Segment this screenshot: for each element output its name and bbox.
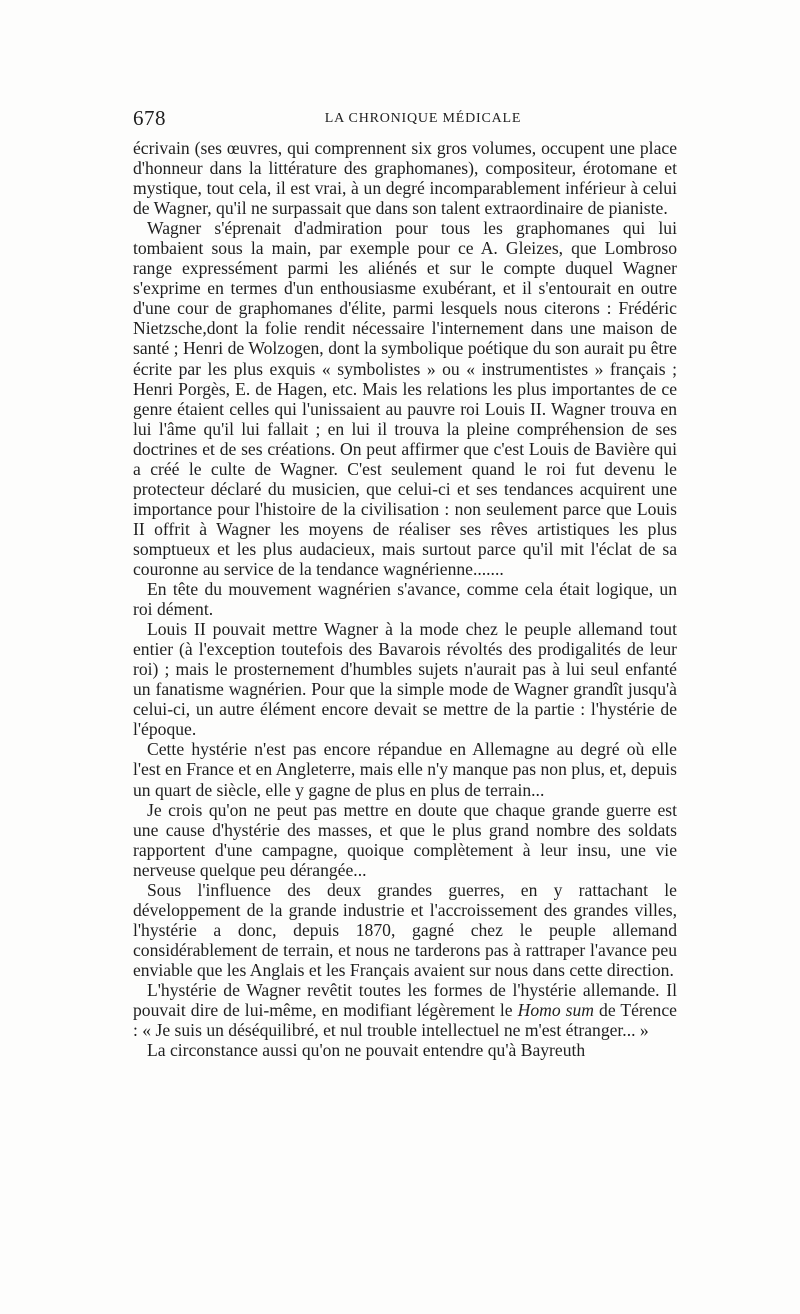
paragraph-1: écrivain (ses œuvres, qui comprennent six gros volumes, occupent une place d'honneur dans la littérature des graphomanes), compositeur, érotomane et mystique, tout cela, il est vrai, à un degré incomparablement inférieur à celui de Wagner, qu'il ne surpassait que dans son talent extraordinaire de pianiste. xyxy=(133,138,677,219)
page-number: 678 xyxy=(133,106,166,130)
paragraph-8-italic: Homo sum xyxy=(517,1000,594,1021)
paragraph-6: Je crois qu'on ne peut pas mettre en doute que chaque grande guerre est une cause d'hystérie des masses, et que le plus grand nombre des soldats rapportent d'une campagne, quoique complètement à leur insu, une vie nerveuse quelque peu dérangée... xyxy=(133,799,677,880)
page-header xyxy=(133,106,677,130)
paragraph-7: Sous l'influence des deux grandes guerres, en y rattachant le développement de la grande industrie et l'accroissement des grandes villes, l'hystérie a donc, depuis 1870, gagné chez le peuple allemand considérablement de terrain, et nous ne tarderons pas à rattraper l'avance peu enviable que les Anglais et les Français avaient sur nous dans cette direction. xyxy=(133,879,677,980)
paragraph-4: Louis II pouvait mettre Wagner à la mode chez le peuple allemand tout entier (à l'exception toutefois des Bavarois révoltés des prodigalités de leur roi) ; mais le prosternement d'humbles sujets n'aurait pas à lui seul enfanté un fanatisme wagnérien. Pour que la simple mode de Wagner grandît jusqu'à celui-ci, un autre élément encore devait se mettre de la partie : l'hystérie de l'époque. xyxy=(133,619,677,740)
paragraph-2: Wagner s'éprenait d'admiration pour tous les graphomanes qui lui tombaient sous la main, par exemple pour ce A. Gleizes, que Lombroso range expressément parmi les aliénés et sur le compte duquel Wagner s'exprime en termes d'un enthousiasme exubérant, et il s'entourait en outre d'une cour de graphomanes d'élite, parmi lesquels nous citerons : Frédéric Nietzsche,dont la folie rendit nécessaire l'internement dans une maison de santé ; Henri de Wolzogen, dont la symbolique poétique du son aurait pu être écrite par les plus exquis « symbolistes » ou « instrumentistes » français ; Henri Porgès, E. de Hagen, etc. Mais les relations les plus importantes de ce genre étaient celles qui l'unissaient au pauvre roi Louis II. Wagner trouva en lui l'âme qu'il lui fallait ; en lui il trouva la pleine compréhension de ses doctrines et de ses créations. On peut affirmer que c'est Louis de Bavière qui a créé le culte de Wagner. C'est seulement quand le roi fut devenu le protecteur déclaré du musicien, que celui-ci et ses tendances acquirent une importance pour l'histoire de la civilisation : non seulement parce que Louis II offrit à Wagner les moyens de réaliser ses rêves artistiques les plus somptueux et les plus audacieux, mais surtout parce qu'il mit l'éclat de sa couronne au service de la tendance wagnérienne....... xyxy=(133,218,677,579)
paragraph-3: En tête du mouvement wagnérien s'avance, comme cela était logique, un roi dément. xyxy=(133,579,677,620)
paragraph-8-end: de Térence : « Je suis un déséquilibré, et nul trouble intellectuel ne m'est étranger... » xyxy=(133,1000,677,1041)
running-title: LA CHRONIQUE MÉDICALE xyxy=(324,111,522,126)
paragraph-5: Cette hystérie n'est pas encore répandue en Allemagne au degré où elle l'est en France et en Angleterre, mais elle n'y manque pas non plus, et, depuis un quart de siècle, elle y gagne de plus en plus de terrain... xyxy=(133,739,677,800)
paragraph-8 xyxy=(133,980,677,1040)
paragraph-9: La circonstance aussi qu'on ne pouvait entendre qu'à Bayreuth xyxy=(147,1040,586,1061)
body-text xyxy=(133,138,677,1060)
paragraph-8-start: L'hystérie de Wagner revêtit toutes les formes de l'hystérie allemande. Il pouvait dire de lui-même, en modifiant légèrement le xyxy=(133,979,677,1021)
